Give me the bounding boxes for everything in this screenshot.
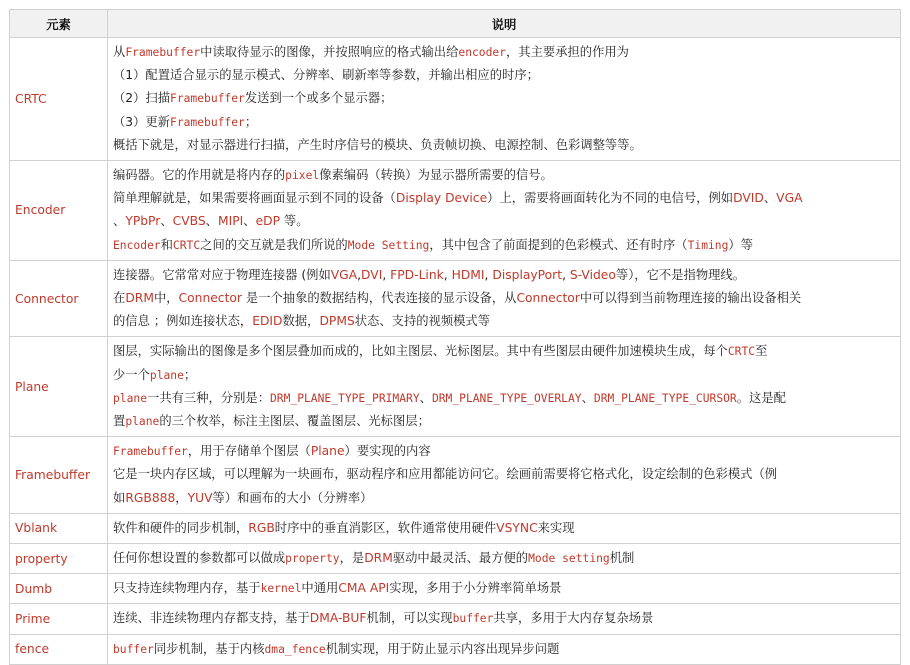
code-term: plane	[125, 415, 160, 429]
code-term: pixel	[285, 169, 320, 183]
text-fragment: 和	[160, 237, 173, 252]
description-line	[113, 287, 895, 310]
text-fragment: 连续、非连续物理内存都支持，基于	[113, 611, 310, 626]
table-row	[10, 574, 901, 604]
description-line	[113, 264, 895, 287]
text-fragment: 中可以得到当前物理连接的输出设备相关	[579, 291, 802, 306]
code-term: CRTC	[727, 345, 756, 359]
text-fragment: 数据，	[282, 314, 320, 329]
description-line	[113, 547, 895, 570]
highlight-term: Connector	[178, 291, 242, 306]
highlight-term: DMA-BUF	[309, 611, 367, 626]
text-fragment: 概括下就是，对显示器进行扫描，产生时序信号的模块、负责帧切换、电源控制、色彩调整等等。	[113, 137, 642, 152]
highlight-term: VSYNC	[496, 520, 538, 535]
text-fragment: ,	[357, 267, 362, 282]
description-line	[113, 210, 895, 233]
highlight-term: YUV	[187, 490, 213, 505]
table-row	[10, 437, 901, 514]
text-fragment: 的信息 ；例如连接状态，	[113, 314, 253, 329]
term-cell: fence	[10, 634, 108, 664]
description-cell	[108, 513, 901, 543]
term-cell: Vblank	[10, 513, 108, 543]
description-text	[113, 437, 895, 513]
text-fragment: ；	[183, 367, 197, 382]
highlight-term: Display Device	[395, 191, 488, 206]
highlight-term: VGA	[776, 191, 803, 206]
highlight-term: DPMS	[319, 314, 355, 329]
code-term: plane	[149, 368, 184, 382]
description-cell	[108, 574, 901, 604]
text-fragment: 中，	[153, 291, 179, 306]
text-fragment: 软件和硬件的同步机制，	[113, 520, 249, 535]
highlight-term: DRM	[364, 551, 393, 566]
description-cell	[108, 437, 901, 514]
text-fragment: 、	[243, 214, 256, 229]
description-line	[113, 234, 895, 257]
description-line	[113, 607, 895, 630]
description-line	[113, 111, 895, 134]
term-cell: CRTC	[10, 38, 108, 161]
description-line	[113, 517, 895, 540]
highlight-term: YPbPr	[125, 214, 161, 229]
text-fragment: ，	[175, 490, 188, 505]
description-line	[113, 41, 895, 64]
description-line	[113, 134, 895, 157]
text-fragment: 机制实现，用于防止显示内容出现异步问题	[325, 641, 560, 656]
text-fragment: 编码器。它的作用就是将内存的	[113, 168, 286, 183]
highlight-term: MIPI	[217, 214, 244, 229]
text-fragment: ，是	[339, 551, 365, 566]
code-term: dma_fence	[264, 642, 326, 656]
text-fragment: ）上，需要将画面转化为不同的电信号，例如	[487, 191, 734, 206]
table-row	[10, 513, 901, 543]
code-term: buffer	[452, 612, 494, 626]
description-text	[113, 514, 895, 543]
text-fragment: 少一个	[113, 367, 150, 382]
code-term: CRTC	[172, 238, 201, 252]
description-line	[113, 364, 895, 387]
highlight-term: VGA	[330, 267, 358, 282]
term-cell: Dumb	[10, 574, 108, 604]
highlight-term: FPD-Link	[390, 267, 444, 282]
description-cell	[108, 38, 901, 161]
term-cell: Prime	[10, 604, 108, 634]
description-line	[113, 340, 895, 363]
text-fragment: 只支持连续物理内存，基于	[113, 581, 261, 596]
header-element: 元素	[10, 10, 108, 38]
description-line	[113, 387, 895, 410]
description-text	[113, 38, 895, 160]
text-fragment: ）等	[728, 237, 754, 252]
highlight-term: Plane	[310, 444, 345, 459]
text-fragment: 是一个抽象的数据结构，代表连接的显示设备，从	[241, 291, 517, 306]
text-fragment: 的三个枚举，标注主图层、覆盖图层、光标图层；	[159, 414, 430, 429]
code-term: buffer	[113, 642, 154, 656]
description-cell	[108, 260, 901, 337]
description-cell	[108, 604, 901, 634]
highlight-term: DisplayPort	[492, 267, 563, 282]
term-cell: Plane	[10, 337, 108, 437]
text-fragment: 机制，可以实现	[366, 611, 453, 626]
text-fragment: 从	[113, 45, 126, 59]
highlight-term: HDMI	[451, 267, 485, 282]
table-row	[10, 544, 901, 574]
text-fragment: 、	[160, 214, 173, 229]
text-fragment: 在	[113, 291, 126, 306]
description-line	[113, 310, 895, 333]
code-term: DRM_PLANE_TYPE_PRIMARY	[270, 391, 420, 405]
table-row	[10, 260, 901, 337]
text-fragment: 连接器。它常常对应于物理连接器 (例如	[113, 267, 331, 282]
highlight-term: EDID	[252, 314, 283, 329]
text-fragment: （3）更新	[113, 114, 171, 129]
description-line	[113, 164, 895, 187]
text-fragment: 简单理解就是，如果需要将画面显示到不同的设备（	[113, 191, 396, 206]
code-term: property	[285, 552, 340, 566]
highlight-term: Connector	[516, 291, 580, 306]
description-cell	[108, 634, 901, 664]
description-line	[113, 187, 895, 210]
highlight-term: eDP	[255, 214, 281, 229]
description-text	[113, 604, 895, 633]
description-line	[113, 487, 895, 510]
text-fragment: 驱动中最灵活、最方便的	[392, 551, 529, 566]
text-fragment: 图层，实际输出的图像是多个图层叠加而成的，比如主图层、光标图层。其中有些图层由硬件加速模块生成，每个	[113, 344, 728, 359]
description-text	[113, 544, 895, 573]
code-term: Mode Setting	[347, 238, 430, 252]
table-row	[10, 38, 901, 161]
description-line	[113, 638, 895, 661]
term-cell: Connector	[10, 260, 108, 337]
text-fragment: 、	[419, 390, 432, 405]
text-fragment: 共享，多用于大内存复杂场景	[493, 611, 654, 626]
text-fragment: 、	[581, 390, 594, 405]
text-fragment: ，其主要承担的作用为	[506, 45, 629, 59]
description-line	[113, 463, 895, 486]
text-fragment: ，其中包含了前面提到的色彩模式、还有时序（	[429, 237, 688, 252]
text-fragment: ,	[382, 267, 391, 282]
term-cell: Framebuffer	[10, 437, 108, 514]
description-line	[113, 577, 895, 600]
text-fragment: 等。	[280, 214, 309, 229]
table-row	[10, 634, 901, 664]
code-term: Framebuffer	[170, 115, 245, 129]
code-term: kernel	[260, 582, 302, 596]
highlight-term: CMA API	[338, 581, 390, 596]
description-line	[113, 440, 895, 463]
description-text	[113, 261, 895, 337]
text-fragment: 发送到一个或多个显示器；	[244, 91, 393, 106]
code-term: DRM_PLANE_TYPE_OVERLAY	[431, 391, 582, 405]
term-cell: property	[10, 544, 108, 574]
text-fragment: 机制	[609, 551, 635, 566]
table-row	[10, 337, 901, 437]
text-fragment: 像素编码（转换）为显示器所需要的信号。	[319, 168, 553, 183]
description-text	[113, 635, 895, 664]
highlight-term: CVBS	[172, 214, 206, 229]
text-fragment: 状态、支持的视频模式等	[354, 314, 491, 329]
highlight-term: RGB888	[125, 490, 176, 505]
text-fragment: 、	[113, 214, 126, 229]
text-fragment: 实现，多用于小分辨率简单场景	[389, 581, 562, 596]
highlight-term: DVI	[361, 267, 383, 282]
text-fragment: 中读取待显示的图像，并按照响应的格式输出给	[200, 45, 459, 59]
text-fragment: （2）扫描	[113, 91, 171, 106]
text-fragment: 等），它不是指物理线。	[615, 267, 746, 282]
header-row	[10, 10, 901, 38]
text-fragment: ；	[244, 114, 258, 129]
text-fragment: 之间的交互就是我们所说的	[200, 237, 348, 252]
code-term: DRM_PLANE_TYPE_CURSOR	[593, 391, 737, 405]
description-line	[113, 64, 895, 87]
definition-table	[9, 9, 901, 665]
description-line	[113, 87, 895, 110]
description-cell	[108, 544, 901, 574]
table-row	[10, 604, 901, 634]
table-row	[10, 161, 901, 261]
text-fragment: 一共有三种，分别是：	[147, 390, 270, 405]
text-fragment: （1）配置适合显示的显示模式、分辨率、刷新率等参数，并输出相应的时序；	[113, 68, 539, 83]
highlight-term: S-Video	[569, 267, 616, 282]
text-fragment: 同步机制，基于内核	[153, 641, 265, 656]
description-text	[113, 161, 895, 260]
text-fragment: 至	[755, 344, 768, 359]
code-term: plane	[113, 391, 148, 405]
text-fragment: 任何你想设置的参数都可以做成	[113, 551, 286, 566]
highlight-term: DVID	[733, 191, 764, 206]
text-fragment: 来实现	[537, 520, 575, 535]
text-fragment: 、	[763, 191, 777, 206]
text-fragment: 、	[205, 214, 218, 229]
code-term: Timing	[687, 238, 729, 252]
text-fragment: 中通用	[301, 581, 339, 596]
text-fragment: ,	[562, 267, 570, 282]
description-text	[113, 574, 895, 603]
highlight-term: RGB	[248, 520, 275, 535]
text-fragment: 等）和画布的大小（分辨率）	[212, 490, 373, 505]
header-description: 说明	[108, 10, 901, 38]
text-fragment: ,	[443, 267, 452, 282]
text-fragment: ）要实现的内容	[344, 444, 431, 459]
code-term: Framebuffer	[170, 92, 245, 106]
description-cell	[108, 337, 901, 437]
description-text	[113, 337, 895, 436]
term-cell: Encoder	[10, 161, 108, 261]
code-term: Mode setting	[528, 552, 610, 566]
text-fragment: 它是一块内存区域，可以理解为一块画布，驱动程序和应用都能访问它。绘画前需要将它格式化，设定绘制的色彩模式（例	[113, 467, 778, 482]
text-fragment: ,	[484, 267, 493, 282]
code-term: Encoder	[113, 238, 161, 252]
highlight-term: DRM	[125, 291, 154, 306]
description-line	[113, 410, 895, 433]
text-fragment: 。这是配	[736, 390, 786, 405]
text-fragment: 置	[113, 414, 126, 429]
description-cell	[108, 161, 901, 261]
text-fragment: 时序中的垂直消影区，软件通常使用硬件	[274, 520, 497, 535]
text-fragment: ，用于存储单个图层（	[187, 444, 311, 459]
code-term: Framebuffer	[125, 46, 201, 59]
code-term: Framebuffer	[113, 445, 188, 459]
text-fragment: 如	[113, 490, 126, 505]
code-term: encoder	[458, 46, 506, 59]
